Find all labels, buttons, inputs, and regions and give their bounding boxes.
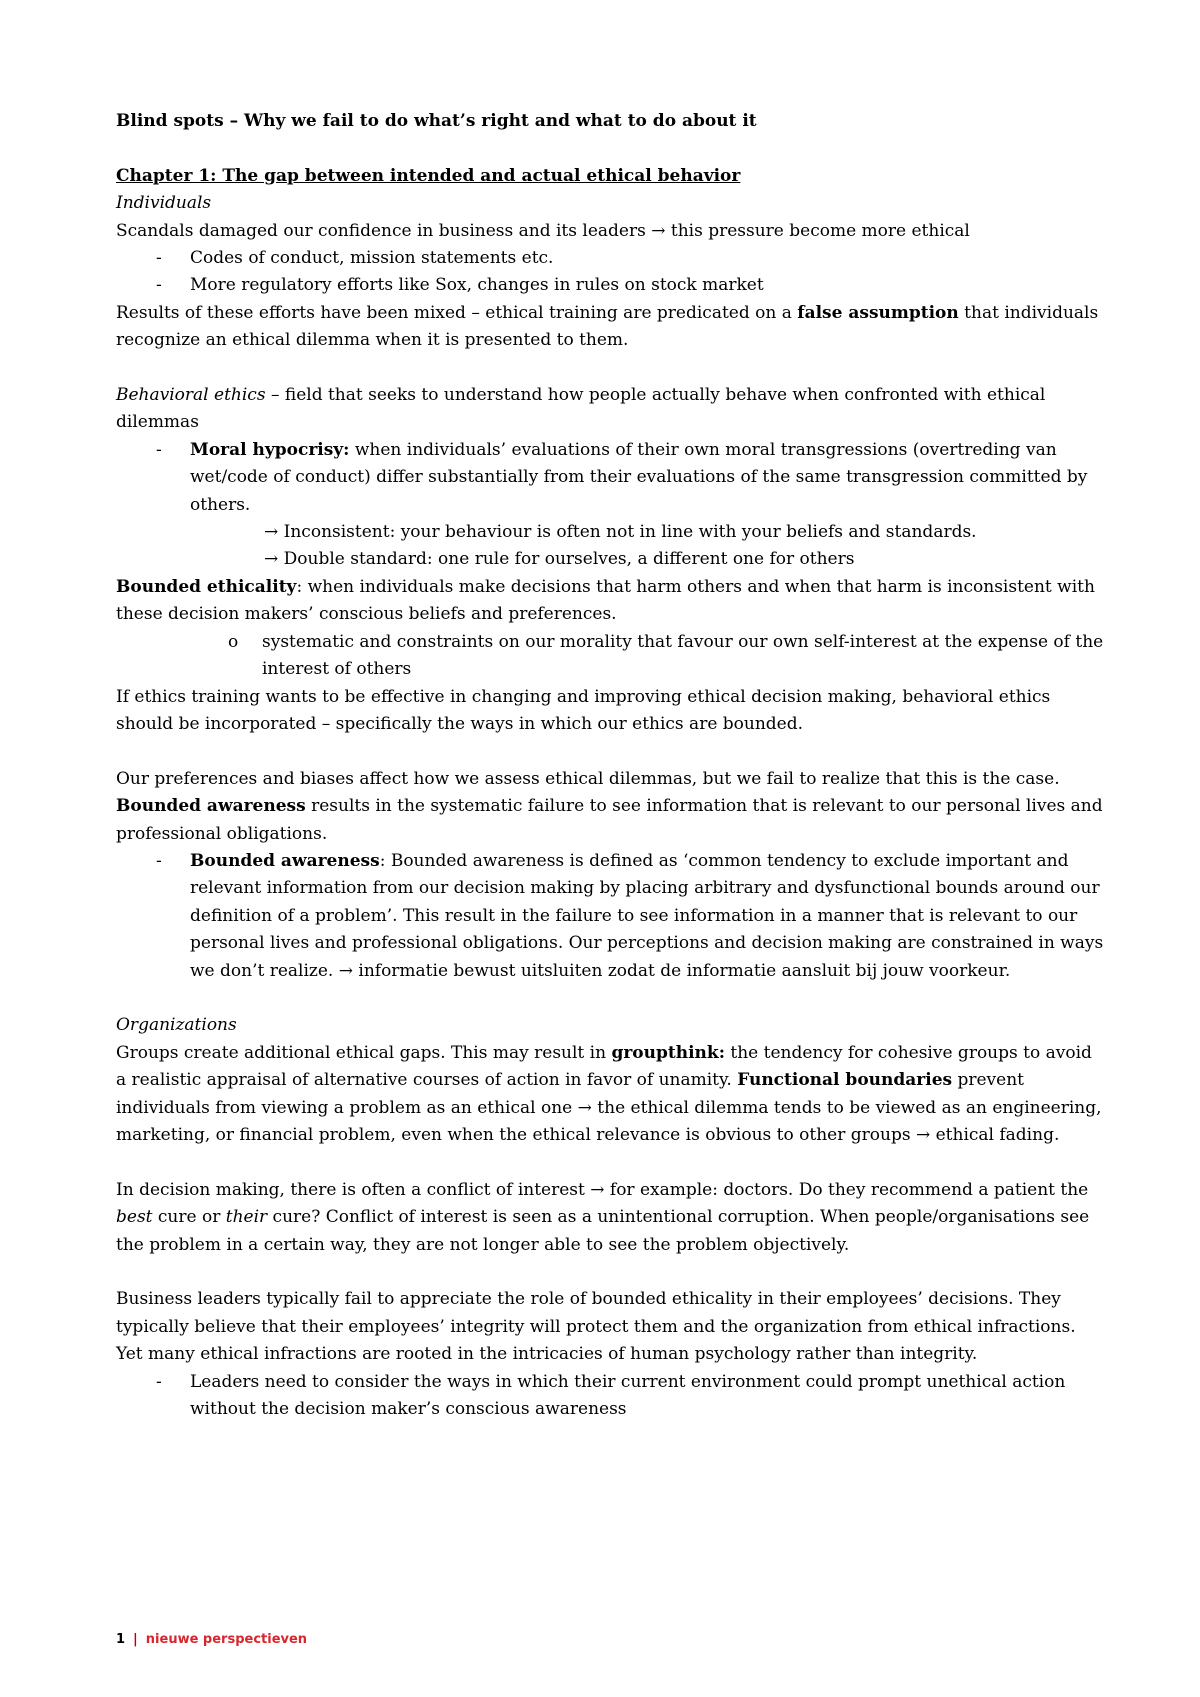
arrow-note: → Inconsistent: your behaviour is often not in line with your beliefs and standards. (264, 522, 977, 543)
footer-brand: nieuwe perspectieven (145, 1632, 308, 1647)
list-item-text: systematic and constraints on our morality that favour our own self-interest at the expense of the interest of others (262, 631, 1104, 680)
list-item-text: Leaders need to consider the ways in which their current environment could prompt unethical action without the decision maker’s conscious awareness (190, 1371, 1066, 1419)
paragraph-business-leaders: Business leaders typically fail to appreciate the role of bounded ethicality in their employees’ decisions. They typically believe that their employees’ integrity will protect them and the organization from ethical infractions. Yet many ethical infractions are rooted in the intricacies of human psychology rather than integrity. (116, 1289, 1076, 1365)
text-run: Groups create additional ethical gaps. This may result in (116, 1042, 612, 1063)
document-body (116, 108, 1106, 1423)
bullet-circle: o (228, 631, 239, 652)
text-run: Results of these efforts have been mixed – ethical training are predicated on a (116, 302, 798, 323)
paragraph-organizations (116, 1040, 1106, 1150)
section-heading-individuals: Individuals (116, 193, 212, 214)
paragraph-scandals: Scandals damaged our confidence in business and its leaders → this pressure become more ethical (116, 220, 970, 241)
bold-term: Bounded awareness (116, 796, 306, 817)
bold-term: Bounded awareness (190, 850, 380, 871)
text-run: prevent individuals from viewing a problem as an ethical one → the ethical dilemma tends to be viewed as an engineering, marketing, or financial problem, even when the ethical relevance is obvious to other groups → ethical fading. (116, 1070, 1102, 1145)
list-item-text (190, 437, 1106, 519)
list-item (116, 437, 1106, 519)
italic-term: their (225, 1207, 268, 1228)
text-run: that individuals recognize an ethical dilemma when it is presented to them. (116, 302, 1099, 351)
list-item (116, 245, 1106, 272)
text-run: Our preferences and biases affect how we assess ethical dilemmas, but we fail to realize that this is the case. (116, 768, 1060, 789)
italic-term: best (116, 1207, 153, 1228)
bullet-dash: - (156, 850, 162, 871)
paragraph-preferences (116, 766, 1106, 848)
paragraph-ethics-training: If ethics training wants to be effective in changing and improving ethical decision making, behavioral ethics should be incorporated – specifically the ways in which our ethics are bounded. (116, 686, 1051, 734)
text-run: : Bounded awareness is defined as ‘common tendency to exclude important and relevant information from our decision making by placing arbitrary and dysfunctional bounds around our definition of a problem’. This result in the failure to see information in a manner that is relevant to our personal lives and professional obligations. Our perceptions and decision making are constrained in ways we don’t realize. → informatie bewust uitsluiten zodat de informatie aansluit bij jouw voorkeur. (190, 850, 1104, 981)
footer-separator: | (133, 1632, 138, 1647)
section-heading-organizations: Organizations (116, 1015, 237, 1036)
text-run: In decision making, there is often a conflict of interest → for example: doctors. Do they recommend a patient the (116, 1179, 1089, 1200)
bullet-dash: - (156, 275, 162, 296)
paragraph-bounded-ethicality (116, 574, 1106, 629)
bullet-dash: - (156, 439, 162, 460)
bold-term: Moral hypocrisy: (190, 439, 350, 460)
list-item (116, 1369, 1106, 1424)
list-item-text (190, 848, 1106, 985)
italic-term: Behavioral ethics (116, 385, 266, 406)
text-run: cure? Conflict of interest is seen as a unintentional corruption. When people/organisations see the problem in a certain way, they are not longer able to see the problem objectively. (116, 1207, 1090, 1255)
list-item-text: Codes of conduct, mission statements etc. (190, 248, 554, 269)
bullet-dash: - (156, 1371, 162, 1392)
page-footer (116, 1632, 307, 1647)
list-item (116, 272, 1106, 299)
list-item-text: More regulatory efforts like Sox, changes in rules on stock market (190, 275, 764, 296)
document-title: Blind spots – Why we fail to do what’s right and what to do about it (116, 111, 757, 131)
paragraph-results (116, 300, 1106, 355)
text-run: – field that seeks to understand how people actually behave when confronted with ethical dilemmas (116, 385, 1046, 433)
text-run: results in the systematic failure to see information that is relevant to our personal lives and professional obligations. (116, 796, 1103, 844)
text-run: : when individuals make decisions that harm others and when that harm is inconsistent with these decision makers’ conscious beliefs and preferences. (116, 576, 1095, 625)
paragraph-conflict-of-interest (116, 1177, 1106, 1259)
bold-term: Functional boundaries (737, 1070, 953, 1091)
bullet-dash: - (156, 248, 162, 269)
bold-term: Bounded ethicality (116, 576, 297, 597)
list-item (116, 848, 1106, 985)
chapter-heading: Chapter 1: The gap between intended and actual ethical behavior (116, 165, 741, 186)
page-number: 1 (116, 1632, 126, 1647)
text-run: cure or (152, 1207, 226, 1228)
text-run: the tendency for cohesive groups to avoid a realistic appraisal of alternative courses of action in favor of unamity. (116, 1042, 1092, 1091)
paragraph-behavioral-ethics (116, 382, 1106, 437)
bold-term: groupthink: (611, 1042, 725, 1063)
arrow-note: → Double standard: one rule for ourselves, a different one for others (264, 549, 855, 570)
bold-term: false assumption (797, 302, 959, 323)
text-run: when individuals’ evaluations of their own moral transgressions (overtreding van wet/code of conduct) differ substantially from their evaluations of the same transgression committed by others. (190, 439, 1088, 515)
list-item (116, 629, 1106, 684)
